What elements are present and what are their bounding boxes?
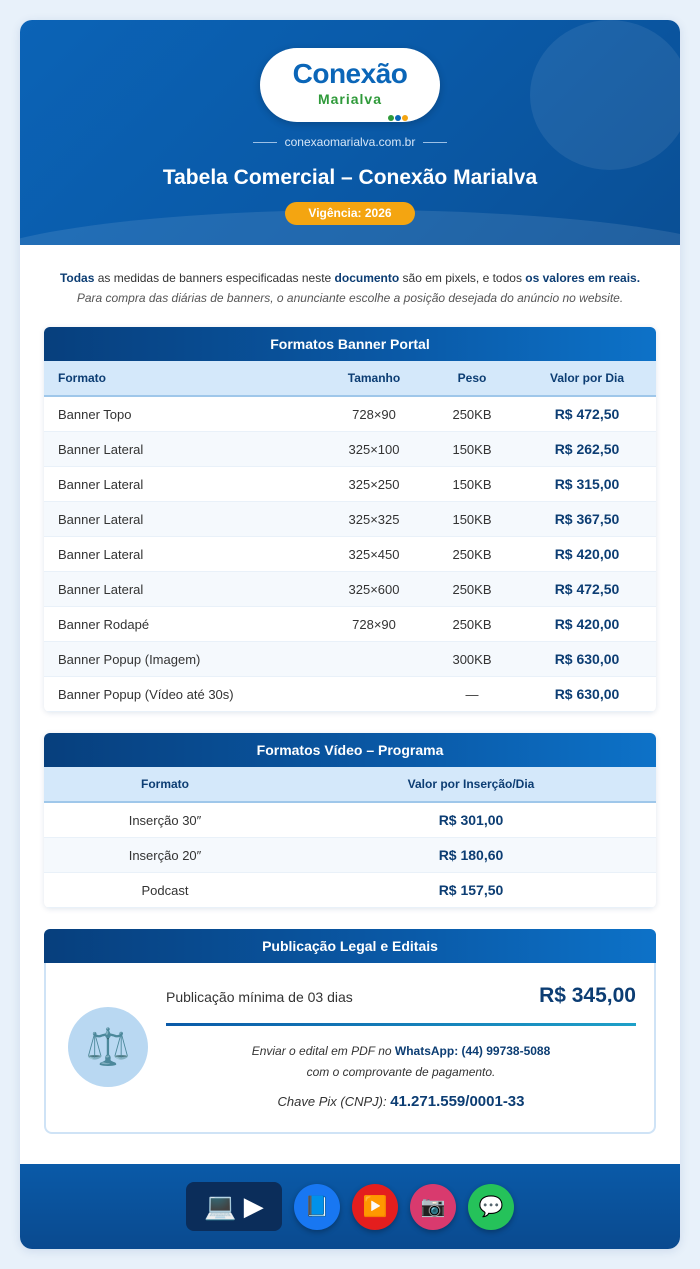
intro-text-1: as medidas de banners especificadas neste xyxy=(94,271,335,285)
header-formato: Formato xyxy=(58,371,106,385)
cell-tamanho: 325×325 xyxy=(348,512,400,527)
table-row xyxy=(44,467,656,502)
divider-right xyxy=(423,142,447,143)
header xyxy=(20,20,680,245)
video-formats-table xyxy=(44,733,656,908)
table-row xyxy=(44,642,656,677)
cell-peso: 250KB xyxy=(452,407,492,422)
cell-valor: R$ 367,50 xyxy=(554,511,620,527)
table-row xyxy=(44,537,656,572)
intro-bold-2: documento xyxy=(334,271,400,285)
validity-badge: Vigência: 2026 xyxy=(285,202,415,225)
header-valor: Valor por Dia xyxy=(549,371,625,385)
site-url-text[interactable]: conexaomarialva.com.br xyxy=(284,135,416,149)
cell-tamanho: 325×450 xyxy=(348,547,400,562)
legal-title: Publicação Legal e Editais xyxy=(44,929,656,963)
banner-table-header xyxy=(44,361,656,397)
header-peso: Peso xyxy=(457,371,487,385)
cell-formato: Banner Popup (Vídeo até 30s) xyxy=(58,687,234,702)
legal-box xyxy=(44,963,656,1134)
cell-valor: R$ 472,50 xyxy=(554,581,620,597)
intro-bold-1: Todas xyxy=(59,271,95,285)
cell-formato: Banner Lateral xyxy=(58,442,144,457)
table-row xyxy=(44,873,656,908)
intro-bold-3: os valores em reais. xyxy=(525,271,641,285)
logo-dots xyxy=(388,108,418,114)
cell-peso: 250KB xyxy=(452,582,492,597)
logo-sub-text: Marialva xyxy=(317,91,383,107)
commercial-table-card xyxy=(20,20,680,1249)
intro-text-2: são em pixels, e todos xyxy=(399,271,526,285)
cell-valor: R$ 420,00 xyxy=(554,616,620,632)
video-table-title: Formatos Vídeo – Programa xyxy=(44,733,656,767)
logo-main-text: Conexão xyxy=(292,58,408,89)
cell-valor: R$ 157,50 xyxy=(438,882,504,898)
cell-peso: 300KB xyxy=(452,652,492,667)
whatsapp-icon[interactable]: 💬 xyxy=(468,1184,514,1230)
intro-line-2 xyxy=(40,288,660,308)
logo[interactable] xyxy=(260,48,440,122)
cell-formato: Banner Lateral xyxy=(58,512,144,527)
logo-dot xyxy=(388,115,394,121)
intro-text xyxy=(40,268,660,308)
cell-peso: 250KB xyxy=(452,547,492,562)
banner-formats-table xyxy=(44,327,656,712)
cell-valor: R$ 262,50 xyxy=(554,441,620,457)
note-text-2: com o comprovante de pagamento. xyxy=(306,1065,496,1079)
facebook-icon[interactable]: 📘 xyxy=(294,1184,340,1230)
cell-valor: R$ 420,00 xyxy=(554,546,620,562)
cell-valor: R$ 630,00 xyxy=(554,651,620,667)
cell-tamanho: 325×100 xyxy=(348,442,400,457)
table-row xyxy=(44,502,656,537)
cell-peso: 150KB xyxy=(452,442,492,457)
site-url[interactable] xyxy=(20,135,680,149)
logo-dot xyxy=(402,115,408,121)
header-tamanho: Tamanho xyxy=(347,371,401,385)
cell-formato: Inserção 20″ xyxy=(128,848,202,863)
cell-valor: R$ 301,00 xyxy=(438,812,504,828)
instagram-icon[interactable]: 📷 xyxy=(410,1184,456,1230)
cell-tamanho: 728×90 xyxy=(352,407,396,422)
banner-table-body xyxy=(44,397,656,712)
publication-price: R$ 345,00 xyxy=(539,984,636,1007)
cell-valor: R$ 180,60 xyxy=(438,847,504,863)
page-title: Tabela Comercial – Conexão Marialva xyxy=(162,166,538,189)
table-row xyxy=(44,803,656,838)
table-row xyxy=(44,572,656,607)
header-formato: Formato xyxy=(141,777,189,791)
cell-formato: Banner Rodapé xyxy=(58,617,150,632)
publication-label: Publicação mínima de 03 dias xyxy=(166,989,353,1005)
cell-formato: Banner Lateral xyxy=(58,547,144,562)
divider-left xyxy=(253,142,277,143)
cell-formato: Banner Lateral xyxy=(58,477,144,492)
table-row xyxy=(44,432,656,467)
video-table-header xyxy=(44,767,656,803)
video-table-body xyxy=(44,803,656,908)
cell-peso: 250KB xyxy=(452,617,492,632)
cell-valor: R$ 472,50 xyxy=(554,406,620,422)
footer xyxy=(20,1164,680,1249)
cell-formato: Podcast xyxy=(141,883,189,898)
cell-formato: Banner Popup (Imagem) xyxy=(58,652,201,667)
whatsapp-contact[interactable]: WhatsApp: (44) 99738-5088 xyxy=(394,1044,551,1058)
cell-peso: 150KB xyxy=(452,512,492,527)
cell-formato: Inserção 30″ xyxy=(128,813,202,828)
intro-italic: Para compra das diárias de banners, o anunciante escolhe a posição desejada do anúncio no website. xyxy=(76,291,624,305)
cell-peso: — xyxy=(465,687,479,702)
legal-publication-section xyxy=(44,929,656,1134)
cell-valor: R$ 630,00 xyxy=(554,686,620,702)
cell-formato: Banner Topo xyxy=(58,407,132,422)
logo-dot xyxy=(395,115,401,121)
cell-tamanho: 325×250 xyxy=(348,477,400,492)
publication-note xyxy=(166,1041,636,1083)
pix-key xyxy=(166,1093,636,1110)
pix-label: Chave Pix (CNPJ): xyxy=(277,1094,391,1109)
banner-table-title: Formatos Banner Portal xyxy=(44,327,656,361)
cell-tamanho: 325×600 xyxy=(348,582,400,597)
note-text: Enviar o edital em PDF no xyxy=(251,1044,395,1058)
intro-line-1 xyxy=(40,268,660,288)
table-row xyxy=(44,397,656,432)
cell-valor: R$ 315,00 xyxy=(554,476,620,492)
table-row xyxy=(44,677,656,712)
youtube-icon[interactable]: ▶️ xyxy=(352,1184,398,1230)
header-valor-insercao: Valor por Inserção/Dia xyxy=(407,777,535,791)
cell-tamanho: 728×90 xyxy=(352,617,396,632)
table-row xyxy=(44,838,656,873)
table-row xyxy=(44,607,656,642)
pix-value: 41.271.559/0001-33 xyxy=(390,1093,525,1110)
divider xyxy=(166,1023,636,1026)
laptop-play-icon[interactable]: 💻 ▶ xyxy=(186,1182,282,1231)
cell-formato: Banner Lateral xyxy=(58,582,144,597)
scale-icon: ⚖️ xyxy=(68,1007,148,1087)
cell-peso: 150KB xyxy=(452,477,492,492)
